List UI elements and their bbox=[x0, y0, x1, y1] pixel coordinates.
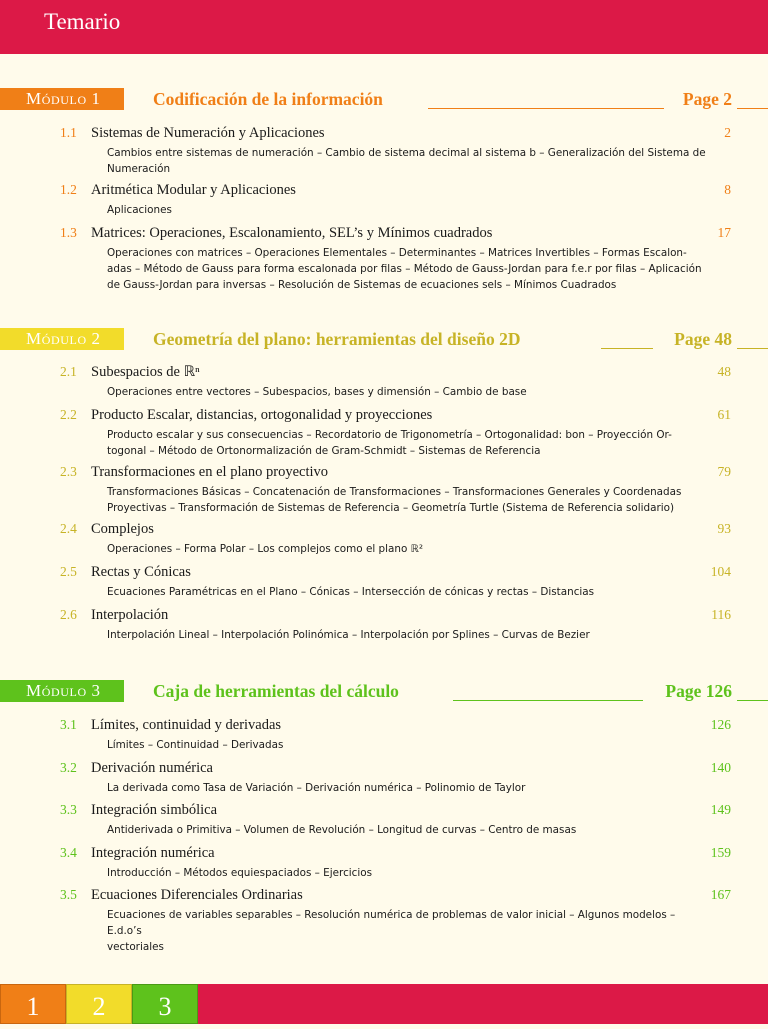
section-number: 3.3 bbox=[60, 802, 77, 817]
leader-rule bbox=[601, 348, 653, 349]
section-title[interactable]: Producto Escalar, distancias, ortogonalidad y proyecciones bbox=[91, 407, 433, 423]
section-description bbox=[107, 865, 713, 881]
section-title[interactable]: Sistemas de Numeración y Aplicaciones bbox=[91, 125, 325, 141]
section-description bbox=[107, 627, 713, 643]
module-tab-3[interactable]: 3 bbox=[132, 984, 198, 1024]
section-page[interactable]: 93 bbox=[717, 521, 731, 536]
section-title[interactable]: Complejos bbox=[91, 521, 154, 537]
module-title[interactable]: Codificación de la información bbox=[153, 89, 383, 109]
header-bar bbox=[0, 0, 768, 54]
section-title[interactable]: Transformaciones en el plano proyectivo bbox=[91, 464, 329, 480]
section-description bbox=[107, 484, 713, 516]
section-title[interactable]: Matrices: Operaciones, Escalonamiento, SEL’s y Mínimos cuadrados bbox=[91, 225, 493, 241]
section-title[interactable]: Integración numérica bbox=[91, 845, 215, 861]
module-title[interactable]: Geometría del plano: herramientas del diseño 2D bbox=[153, 329, 521, 349]
section-number: 2.5 bbox=[60, 564, 77, 579]
section-title[interactable]: Derivación numérica bbox=[91, 760, 213, 776]
section-number: 1.1 bbox=[60, 125, 77, 140]
section-page[interactable]: 126 bbox=[710, 717, 731, 732]
section-number: 3.2 bbox=[60, 760, 77, 775]
desc-line: Proyectivas – Transformación de Sistemas de Referencia – Geometría Turtle (Sistema de Referencia solidario) bbox=[107, 502, 675, 514]
section-page[interactable]: 104 bbox=[710, 564, 731, 579]
section-number: 2.2 bbox=[60, 407, 77, 422]
desc-line: Interpolación Lineal – Interpolación Polinómica – Interpolación por Splines – Curvas de Bezier bbox=[107, 629, 590, 641]
section-title[interactable]: Aritmética Modular y Aplicaciones bbox=[91, 182, 296, 198]
desc-line: Numeración bbox=[107, 163, 171, 175]
section-description bbox=[107, 245, 713, 293]
section-number: 1.3 bbox=[60, 225, 77, 240]
section-number: 3.1 bbox=[60, 717, 77, 732]
desc-line: Ecuaciones Paramétricas en el Plano – Cónicas – Intersección de cónicas y rectas – Distancias bbox=[107, 586, 595, 598]
section-number: 3.5 bbox=[60, 887, 77, 902]
section-title[interactable]: Ecuaciones Diferenciales Ordinarias bbox=[91, 887, 303, 903]
module-header bbox=[0, 88, 768, 114]
desc-line: Ecuaciones de variables separables – Resolución numérica de problemas de valor inicial – Algunos modelos – E.d.o’s bbox=[107, 909, 676, 937]
leader-rule bbox=[453, 700, 643, 701]
module-header bbox=[0, 328, 768, 354]
section-description bbox=[107, 427, 713, 459]
desc-line: de Gauss-Jordan para inversas – Resolución de Sistemas de ecuaciones sels – Mínimos Cuadrados bbox=[107, 279, 617, 291]
tail-rule bbox=[737, 348, 768, 349]
section-number: 3.4 bbox=[60, 845, 77, 860]
desc-line: Antiderivada o Primitiva – Volumen de Revolución – Longitud de curvas – Centro de masas bbox=[107, 824, 577, 836]
section-title[interactable]: Límites, continuidad y derivadas bbox=[91, 717, 282, 733]
section-page[interactable]: 167 bbox=[710, 887, 731, 902]
section-number: 2.6 bbox=[60, 607, 77, 622]
module-page[interactable]: Page 2 bbox=[682, 89, 732, 109]
desc-line: vectoriales bbox=[107, 941, 164, 953]
section-page[interactable]: 140 bbox=[710, 760, 731, 775]
desc-line: Cambios entre sistemas de numeración – Cambio de sistema decimal al sistema b – Generalización del Sistema de bbox=[107, 147, 706, 159]
section-description bbox=[107, 541, 713, 557]
desc-line: togonal – Método de Ortonormalización de Gram-Schmidt – Sistemas de Referencia bbox=[107, 445, 541, 457]
section-description bbox=[107, 202, 713, 218]
desc-line: La derivada como Tasa de Variación – Derivación numérica – Polinomio de Taylor bbox=[107, 782, 526, 794]
desc-line: adas – Método de Gauss para forma escalonada por filas – Método de Gauss-Jordan para f.e.r por filas – Aplicación bbox=[107, 263, 702, 275]
section-description bbox=[107, 737, 713, 753]
section-page[interactable]: 116 bbox=[711, 607, 731, 622]
section-page[interactable]: 48 bbox=[717, 364, 731, 379]
module-page[interactable]: Page 48 bbox=[674, 329, 732, 349]
section-title[interactable]: Integración simbólica bbox=[91, 802, 218, 818]
module-title[interactable]: Caja de herramientas del cálculo bbox=[153, 681, 399, 701]
tail-rule bbox=[737, 108, 768, 109]
page-title: Temario bbox=[44, 9, 121, 34]
section-description bbox=[107, 145, 713, 177]
section-description bbox=[107, 780, 713, 796]
desc-line: Transformaciones Básicas – Concatenación de Transformaciones – Transformaciones Generales y Coordenadas bbox=[107, 486, 682, 498]
section-title[interactable]: Subespacios de ℝⁿ bbox=[91, 364, 200, 380]
section-description bbox=[107, 822, 713, 838]
section-title[interactable]: Rectas y Cónicas bbox=[91, 564, 191, 580]
desc-line: Operaciones entre vectores – Subespacios, bases y dimensión – Cambio de base bbox=[107, 386, 527, 398]
desc-line: Límites – Continuidad – Derivadas bbox=[107, 739, 284, 751]
section-description bbox=[107, 384, 713, 400]
section-number: 2.4 bbox=[60, 521, 77, 536]
section-page[interactable]: 8 bbox=[724, 182, 731, 197]
section-page[interactable]: 17 bbox=[717, 225, 731, 240]
section-description bbox=[107, 584, 713, 600]
module-1 bbox=[0, 88, 768, 114]
module-tab-1[interactable]: 1 bbox=[0, 984, 66, 1024]
leader-rule bbox=[428, 108, 664, 109]
section-number: 2.3 bbox=[60, 464, 77, 479]
module-page[interactable]: Page 126 bbox=[665, 681, 732, 701]
section-title[interactable]: Interpolación bbox=[91, 607, 169, 623]
desc-line: Operaciones – Forma Polar – Los complejos como el plano ℝ² bbox=[107, 543, 424, 555]
section-page[interactable]: 159 bbox=[710, 845, 731, 860]
module-3 bbox=[0, 680, 768, 706]
desc-line: Aplicaciones bbox=[107, 204, 172, 216]
module-label[interactable]: Módulo 2 bbox=[0, 328, 124, 350]
module-2 bbox=[0, 328, 768, 354]
section-description bbox=[107, 907, 713, 955]
module-tab-2[interactable]: 2 bbox=[66, 984, 132, 1024]
section-page[interactable]: 79 bbox=[717, 464, 731, 479]
desc-line: Operaciones con matrices – Operaciones Elementales – Determinantes – Matrices Invertibles – Formas Escalon- bbox=[107, 247, 687, 259]
desc-line: Introducción – Métodos equiespaciados – Ejercicios bbox=[107, 867, 373, 879]
module-header bbox=[0, 680, 768, 706]
section-page[interactable]: 2 bbox=[724, 125, 731, 140]
section-page[interactable]: 61 bbox=[717, 407, 731, 422]
section-number: 1.2 bbox=[60, 182, 77, 197]
module-label[interactable]: Módulo 3 bbox=[0, 680, 124, 702]
tail-rule bbox=[737, 700, 768, 701]
module-label[interactable]: Módulo 1 bbox=[0, 88, 124, 110]
section-page[interactable]: 149 bbox=[710, 802, 731, 817]
section-number: 2.1 bbox=[60, 364, 77, 379]
desc-line: Producto escalar y sus consecuencias – Recordatorio de Trigonometría – Ortogonalidad: bon – Proyección Or- bbox=[107, 429, 672, 441]
